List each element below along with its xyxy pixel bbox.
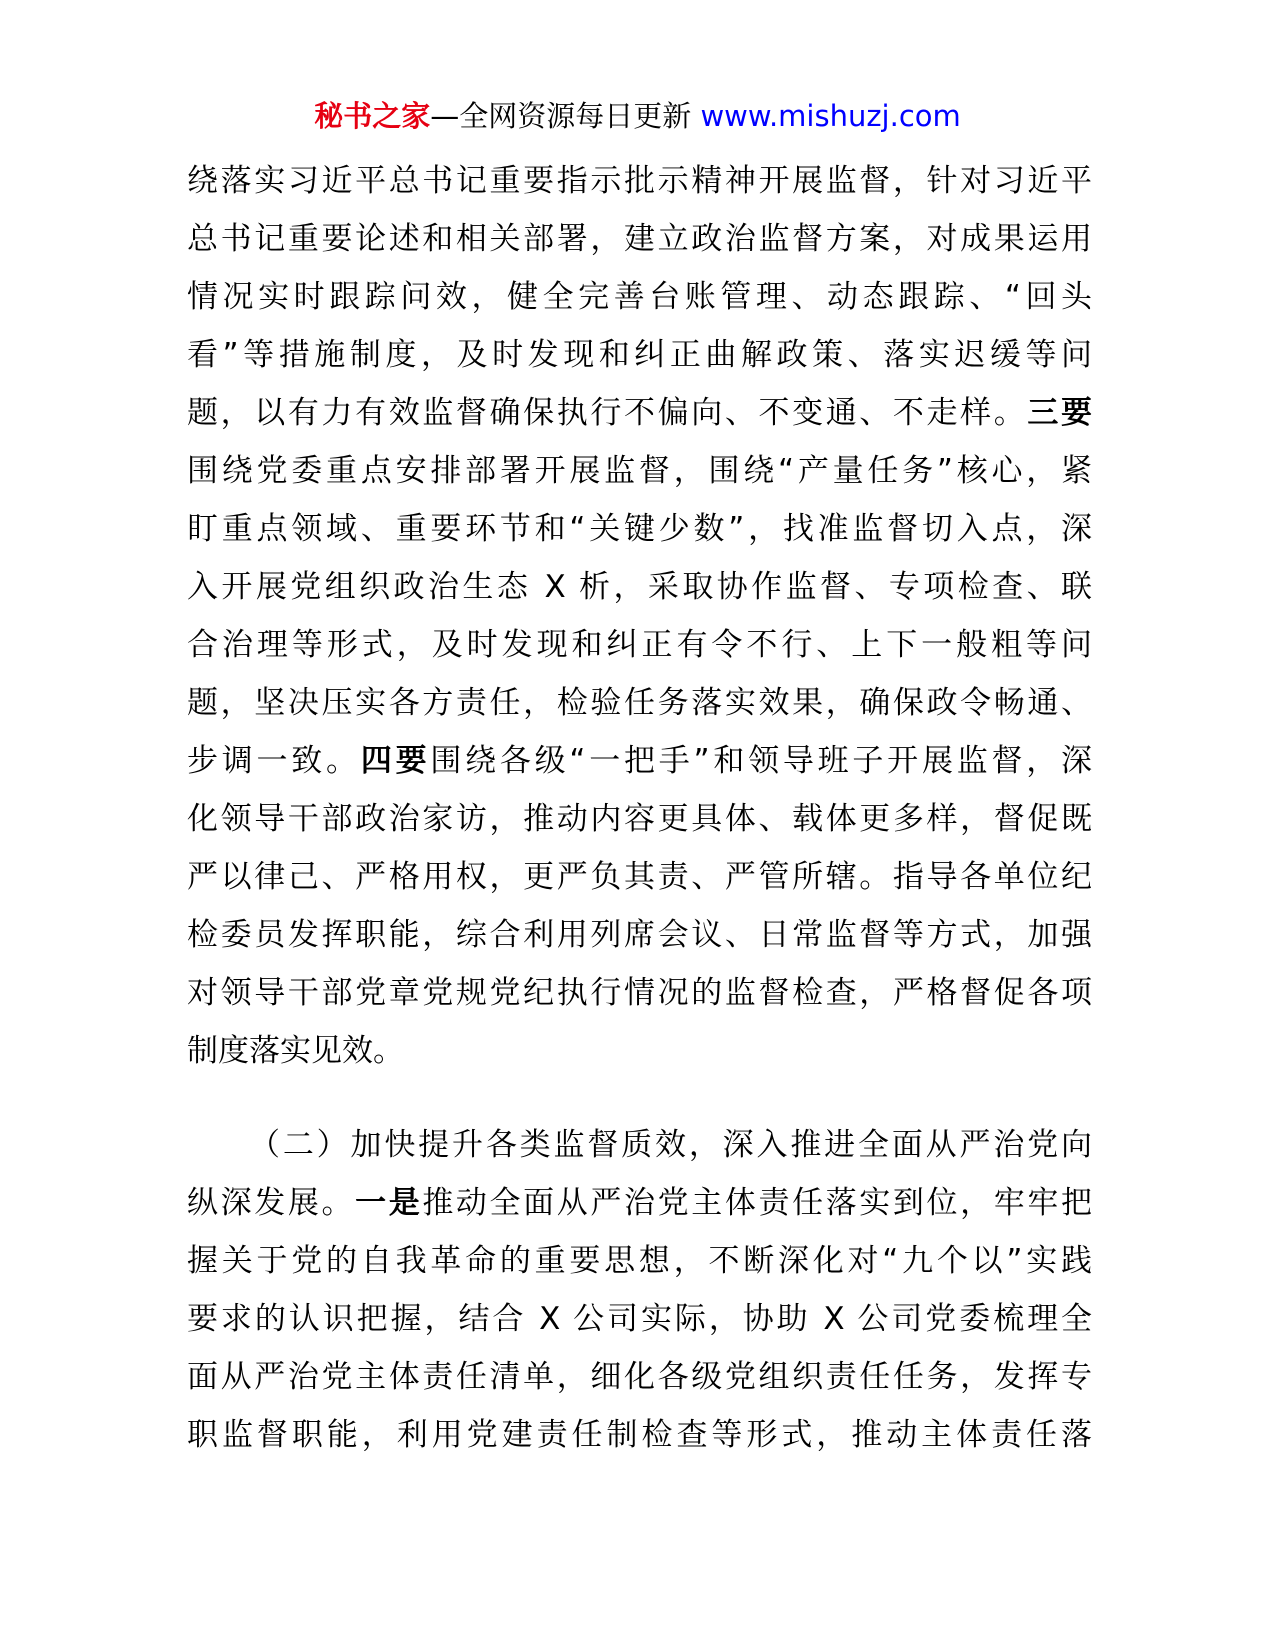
text-line: 制度落实见效。 [187, 1033, 404, 1069]
text-line: 严以律己、严格用权，更严负其责、严管所辖。指导各单位纪 [187, 859, 1092, 895]
text-line: 面从严治党主体责任清单，细化各级党组织责任任务，发挥专 [187, 1359, 1092, 1395]
text-line: 题，坚决压实各方责任，检验任务落实效果，确保政令畅通、 [187, 685, 1092, 721]
text-line: 入开展党组织政治生态 X 析，采取协作监督、专项检查、联 [187, 569, 1092, 605]
page-header [0, 96, 1275, 136]
text-line [187, 1174, 1092, 1232]
body-text [187, 152, 1092, 1464]
text-line: 合治理等形式，及时发现和纠正有令不行、上下一般粗等问 [187, 627, 1092, 663]
text-line: 对领导干部党章党规党纪执行情况的监督检查，严格督促各项 [187, 975, 1092, 1011]
text-line: 要求的认识把握，结合 X 公司实际，协助 X 公司党委梳理全 [187, 1301, 1092, 1337]
paragraph-gap [187, 1080, 1092, 1116]
text-line: 检委员发挥职能，综合利用列席会议、日常监督等方式，加强 [187, 917, 1092, 953]
paragraph-1 [187, 152, 1092, 1080]
text-segment: 题，以有力有效监督确保执行不偏向、不变通、不走样。 [187, 395, 1028, 431]
brand-name: 秘书之家 [314, 99, 431, 133]
text-segment: 纵深发展。 [187, 1185, 356, 1221]
paragraph-2 [187, 1116, 1092, 1464]
text-line: 看”等措施制度，及时发现和纠正曲解政策、落实迟缓等问 [187, 337, 1092, 373]
text-line [187, 384, 1092, 442]
text-segment: 围绕各级“一把手”和领导班子开展监督，深 [430, 743, 1093, 779]
section-heading-line: （二）加快提升各类监督质效，深入推进全面从严治党向 [249, 1127, 1092, 1163]
bold-marker: 四要 [360, 743, 431, 779]
text-line: 总书记重要论述和相关部署，建立政治监督方案，对成果运用 [187, 221, 1092, 257]
bold-marker: 三要 [1027, 395, 1093, 431]
text-line: 盯重点领域、重要环节和“关键少数”，找准监督切入点，深 [187, 511, 1092, 547]
text-line: 围绕党委重点安排部署开展监督，围绕“产量任务”核心，紧 [187, 453, 1092, 489]
header-tagline: —全网资源每日更新 [430, 99, 701, 133]
text-line: 情况实时跟踪问效，健全完善台账管理、动态跟踪、“回头 [187, 279, 1092, 315]
text-segment: 推动全面从严治党主体责任落实到位，牢牢把 [422, 1185, 1093, 1221]
text-line [187, 732, 1092, 790]
text-line: 化领导干部政治家访，推动内容更具体、载体更多样，督促既 [187, 801, 1092, 837]
text-segment: 步调一致。 [187, 743, 361, 779]
text-line: 职监督职能，利用党建责任制检查等形式，推动主体责任落 [187, 1417, 1092, 1453]
bold-marker: 一是 [355, 1185, 423, 1221]
text-line: 握关于党的自我革命的重要思想，不断深化对“九个以”实践 [187, 1243, 1092, 1279]
text-line: 绕落实习近平总书记重要指示批示精神开展监督，针对习近平 [187, 163, 1092, 199]
website-link[interactable]: www.mishuzj.com [700, 99, 961, 133]
